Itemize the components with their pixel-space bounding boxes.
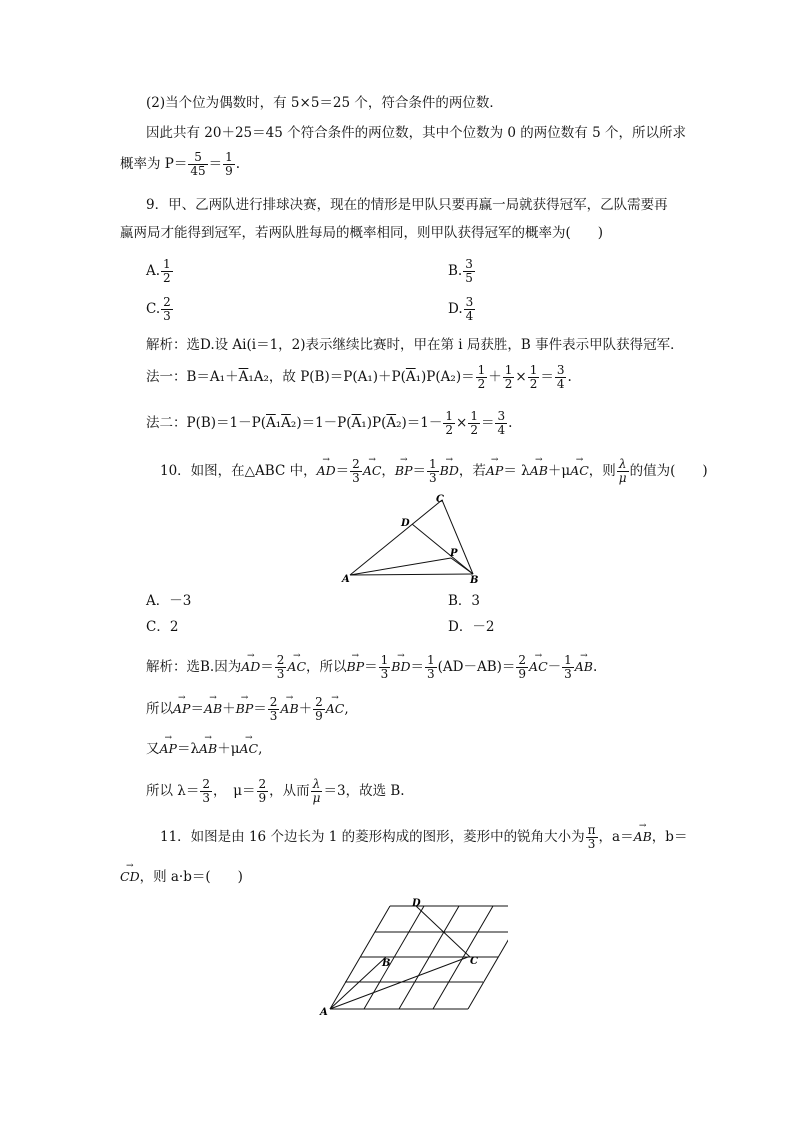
solution-line: 解析：选D.设 Ai(i＝1，2)表示继续比赛时，甲在第 i 局获胜，B 事件表示甲队获得冠军． [146, 337, 684, 353]
option-b: B. $\frac{3}{5}$ [448, 257, 473, 285]
solution-line: 法二：$P(B)=1-P(\overline{A}_1\overline{A}_2)=1-P(\overline{A}_1)P(\overline{A}_2)=1-$ $\frac{1}{2}$ × $\frac{1}{2}$ ＝ $\frac{3}{4}$ . [146, 409, 513, 437]
label-c: C [470, 956, 478, 967]
vector-ab [330, 957, 386, 1009]
label-a: A [342, 574, 350, 585]
triangle-figure [340, 490, 490, 585]
option-a: A. $\frac{1}{2}$ [146, 257, 171, 285]
text-line: 概率为 P＝ $\frac{5}{45}$ ＝ $\frac{1}{9}$ . [120, 150, 241, 178]
text-line: 赢两局才能得到冠军，若两队胜每局的概率相同，则甲队获得冠军的概率为( ) [120, 225, 604, 241]
question-9: 9．甲、乙两队进行排球决赛，现在的情形是甲队只要再赢一局就获得冠军，乙队需要再 [146, 197, 668, 213]
question-11: 11．如图是由 16 个边长为 1 的菱形构成的图形，菱形中的锐角大小为 $\frac{\pi}{3}$ ，a＝→ AB，b＝ [160, 824, 687, 851]
segment-bd [412, 524, 473, 574]
text-line: (2)当个位为偶数时，有 5×5＝25 个，符合条件的两位数． [146, 95, 503, 111]
label-d: D [401, 518, 410, 529]
solution-line: 又→ AP＝λ→ AB＋μ→ AC, [146, 740, 262, 758]
solution-line: 所以→ AP＝→ AB＋→ BP＝ $\frac{2}{3}$ → AB＋ $\frac{2}{9}$ → AC, [146, 696, 349, 723]
text-line: 因此共有 20＋25＝45 个符合条件的两位数，其中个位数为 0 的两位数有 5 个，所以所求 [146, 125, 686, 141]
label-b: B [470, 575, 479, 585]
grid-lines [330, 906, 508, 1009]
rhombus-grid-figure [318, 898, 508, 1018]
option-c: C. $\frac{2}{3}$ [146, 295, 171, 323]
solution-line: 解析：选B.因为→ AD＝ $\frac{2}{3}$ → AC，所以→ BP＝ $\frac{1}{3}$ → BD＝ $\frac{1}{3}$ (AD－AB)＝ $\frac{2}{9}$ → AC－ $\frac{1}{3}$ → AB. [146, 654, 597, 681]
option-b: B．3 [448, 593, 481, 609]
label-d: D [412, 898, 421, 909]
segment-ap [350, 558, 451, 575]
label-b: B [382, 958, 391, 969]
option-a: A．－3 [146, 593, 192, 609]
solution-line: 所以 λ＝ $\frac{2}{3}$ ， μ＝ $\frac{2}{9}$ ，从而 $\frac{\lambda}{\mu}$ ＝3，故选 B. [146, 777, 405, 805]
diagonal-line [330, 957, 468, 1009]
side-ab [350, 574, 473, 575]
option-c: C．2 [146, 619, 179, 635]
label-p: P [450, 548, 458, 559]
solution-line: 法一：$B=A_1+\overline{A}_1A_2$，故 $P(B)=P(A_1)+P(\overline{A}_1)P(A_2)=$ $\frac{1}{2}$ ＋ $\frac{1}{2}$ × $\frac{1}{2}$ ＝ $\frac{3}{4}$ . [146, 363, 572, 391]
question-10: 10．如图，在△ABC 中，→ AD＝ $\frac{2}{3}$ → AC，→ BP＝ $\frac{1}{3}$ → BD，若→ AP＝ λ→ AB＋μ→ AC，则 $\frac{\lambda}{\mu}$ 的值为( ) [160, 458, 708, 485]
text-line: → CD，则 a·b＝( ) [120, 868, 243, 886]
label-c: C [436, 494, 444, 505]
label-a: A [320, 1007, 328, 1018]
option-d: D. $\frac{3}{4}$ [448, 295, 474, 323]
option-d: D．－2 [448, 619, 495, 635]
